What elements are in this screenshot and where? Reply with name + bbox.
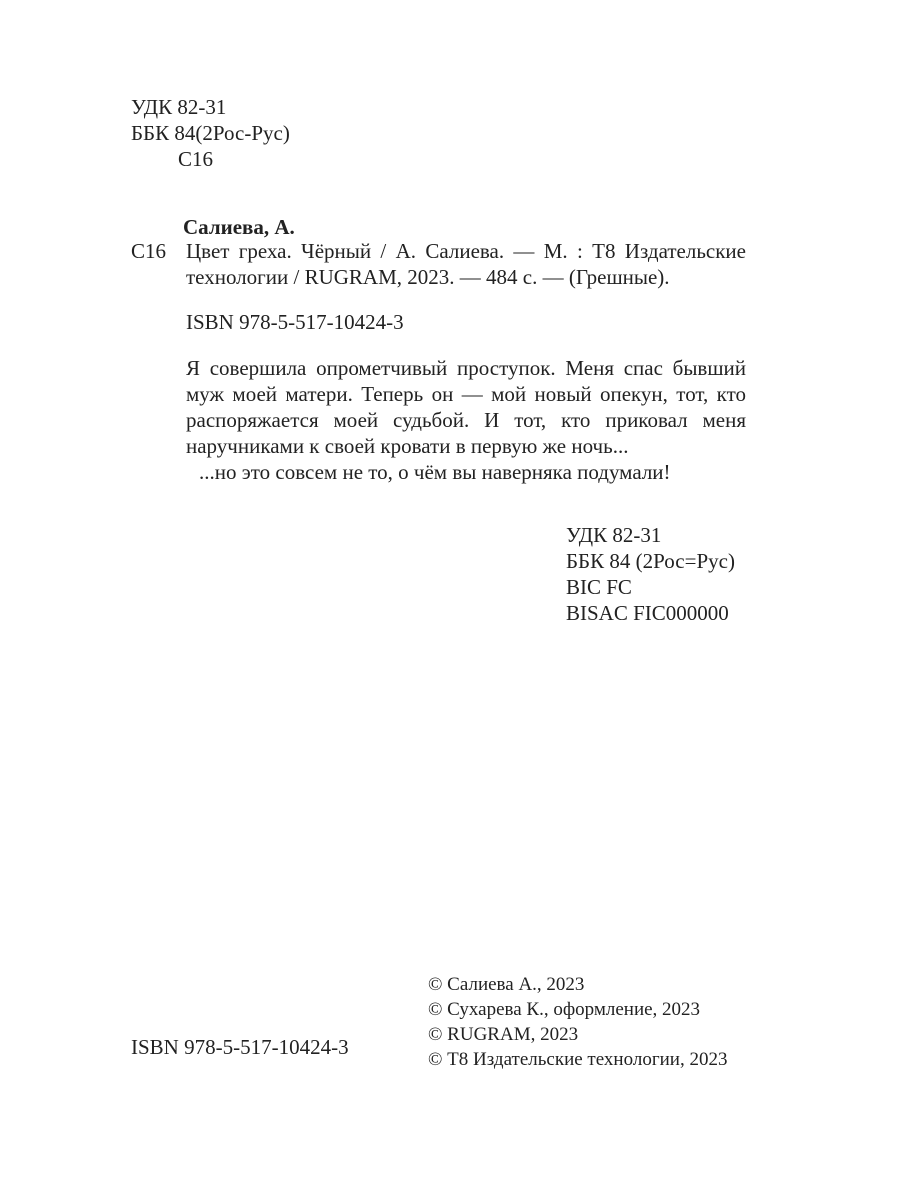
header-author-code: С16 — [178, 147, 214, 171]
annotation-paragraph-2: ...но это совсем не то, о чём вы наверняка подумали! — [199, 460, 671, 484]
copyright-design: © Сухарева К., оформление, 2023 — [428, 999, 701, 1020]
author-code: С16 — [131, 239, 167, 263]
classification-udk: УДК 82-31 — [566, 523, 662, 547]
bibliographic-entry: Цвет греха. Чёрный / А. Салиева. — М. : Т8 Издательские технологии / RUGRAM, 2023. — 484 с. — (Грешные). — [186, 239, 746, 289]
header-udk: УДК 82-31 — [131, 95, 227, 119]
copyright-publisher: © RUGRAM, 2023 — [428, 1024, 579, 1045]
copyright-author: © Салиева А., 2023 — [428, 974, 585, 995]
copyright-notices — [428, 972, 727, 1072]
annotation — [186, 355, 746, 485]
classification-bbk: ББК 84 (2Рос=Рус) — [566, 549, 735, 573]
classification-codes — [566, 522, 735, 626]
header-bbk: ББК 84(2Рос-Рус) — [131, 121, 290, 145]
header-classification — [131, 94, 290, 172]
annotation-paragraph-1: Я совершила опрометчивый проступок. Меня спас бывший муж моей матери. Теперь он — мой новый опекун, тот, кто распоряжается моей судьбой. И тот, кто приковал меня наручниками к своей кровати в первую же ночь... — [186, 356, 746, 458]
classification-bic: BIC FC — [566, 575, 632, 599]
classification-bisac: BISAC FIC000000 — [566, 601, 729, 625]
copyright-t8: © Т8 Издательские технологии, 2023 — [428, 1049, 728, 1070]
isbn-bibliographic: ISBN 978-5-517-10424-3 — [186, 310, 404, 334]
author-name: Салиева, А. — [183, 215, 295, 239]
isbn-footer: ISBN 978-5-517-10424-3 — [131, 1035, 349, 1059]
